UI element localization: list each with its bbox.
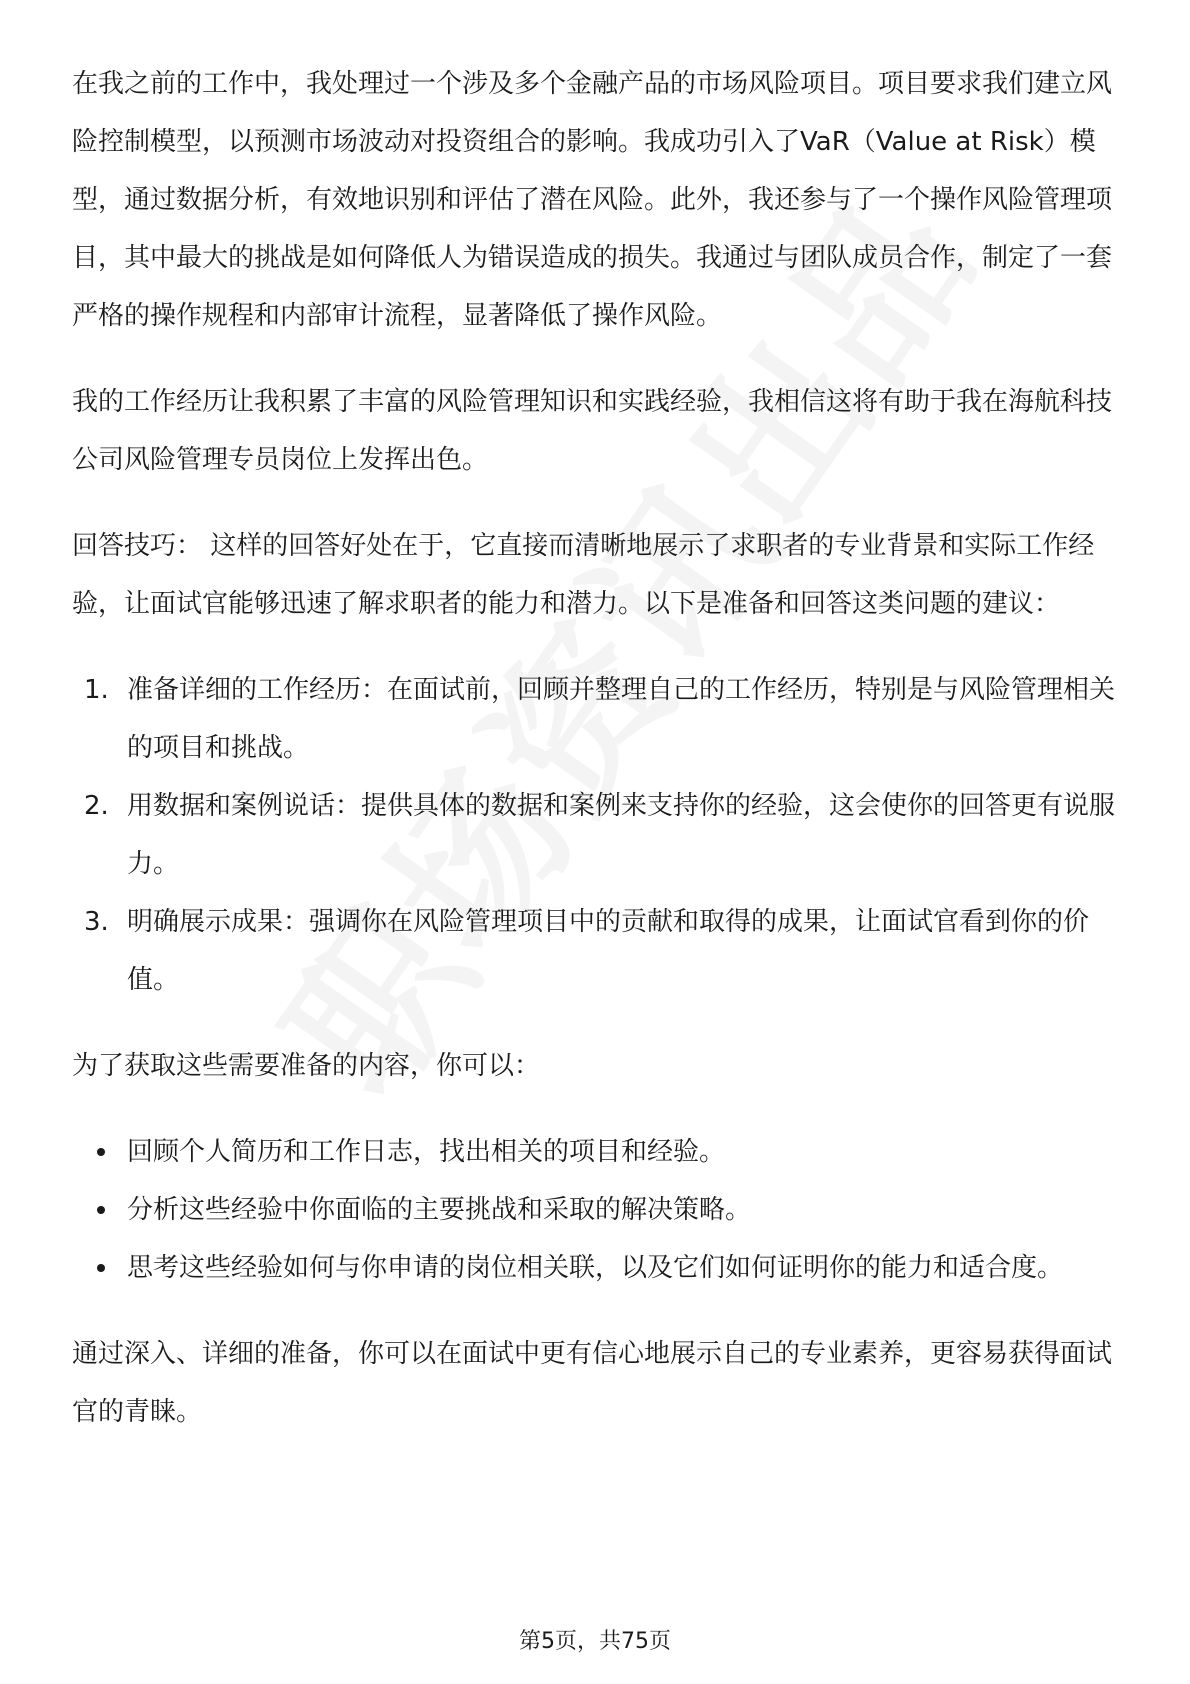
bullet-icon (97, 1148, 105, 1156)
list-item (72, 1239, 1127, 1297)
bullet-icon (97, 1206, 105, 1214)
paragraph-work-experience: 在我之前的工作中，我处理过一个涉及多个金融产品的市场风险项目。项目要求我们建立风险控制模型，以预测市场波动对投资组合的影响。我成功引入了VaR（Value at Risk）模型，通过数据分析，有效地识别和评估了潜在风险。此外，我还参与了一个操作风险管理项目，其中最大的挑战是如何降低人为错误造成的损失。我通过与团队成员合作，制定了一套严格的操作规程和内部审计流程，显著降低了操作风险。 (72, 69, 1113, 331)
list-item (72, 893, 1127, 1009)
list-item-text: 准备详细的工作经历：在面试前，回顾并整理自己的工作经历，特别是与风险管理相关的项目和挑战。 (127, 675, 1116, 763)
list-item (72, 1123, 1127, 1181)
list-item (72, 777, 1127, 893)
list-item (72, 661, 1127, 777)
page-number: 第5页，共75页 (519, 1629, 671, 1654)
list-item-text: 分析这些经验中你面临的主要挑战和采取的解决策略。 (127, 1195, 752, 1225)
list-item-number: 1. (84, 675, 109, 705)
bullet-list (72, 1123, 1127, 1297)
list-item-text: 回顾个人简历和工作日志，找出相关的项目和经验。 (127, 1137, 726, 1167)
paragraph-summary: 我的工作经历让我积累了丰富的风险管理知识和实践经验，我相信这将有助于我在海航科技公司风险管理专员岗位上发挥出色。 (72, 387, 1113, 475)
paragraph-answer-tips: 回答技巧： 这样的回答好处在于，它直接而清晰地展示了求职者的专业背景和实际工作经验，让面试官能够迅速了解求职者的能力和潜力。以下是准备和回答这类问题的建议： (72, 531, 1095, 619)
list-item-text: 用数据和案例说话：提供具体的数据和案例来支持你的经验，这会使你的回答更有说服力。 (127, 791, 1116, 879)
numbered-list (72, 661, 1127, 1009)
list-item-text: 明确展示成果：强调你在风险管理项目中的贡献和取得的成果，让面试官看到你的价值。 (127, 907, 1090, 995)
list-item-number: 2. (84, 791, 109, 821)
list-item (72, 1181, 1127, 1239)
paragraph-conclusion: 通过深入、详细的准备，你可以在面试中更有信心地展示自己的专业素养，更容易获得面试官的青睐。 (72, 1339, 1113, 1427)
bullet-icon (97, 1264, 105, 1272)
document-body (72, 55, 1127, 1441)
paragraph-preparation-intro: 为了获取这些需要准备的内容，你可以： (72, 1051, 541, 1081)
list-item-text: 思考这些经验如何与你申请的岗位相关联，以及它们如何证明你的能力和适合度。 (127, 1253, 1064, 1283)
list-item-number: 3. (84, 907, 109, 937)
